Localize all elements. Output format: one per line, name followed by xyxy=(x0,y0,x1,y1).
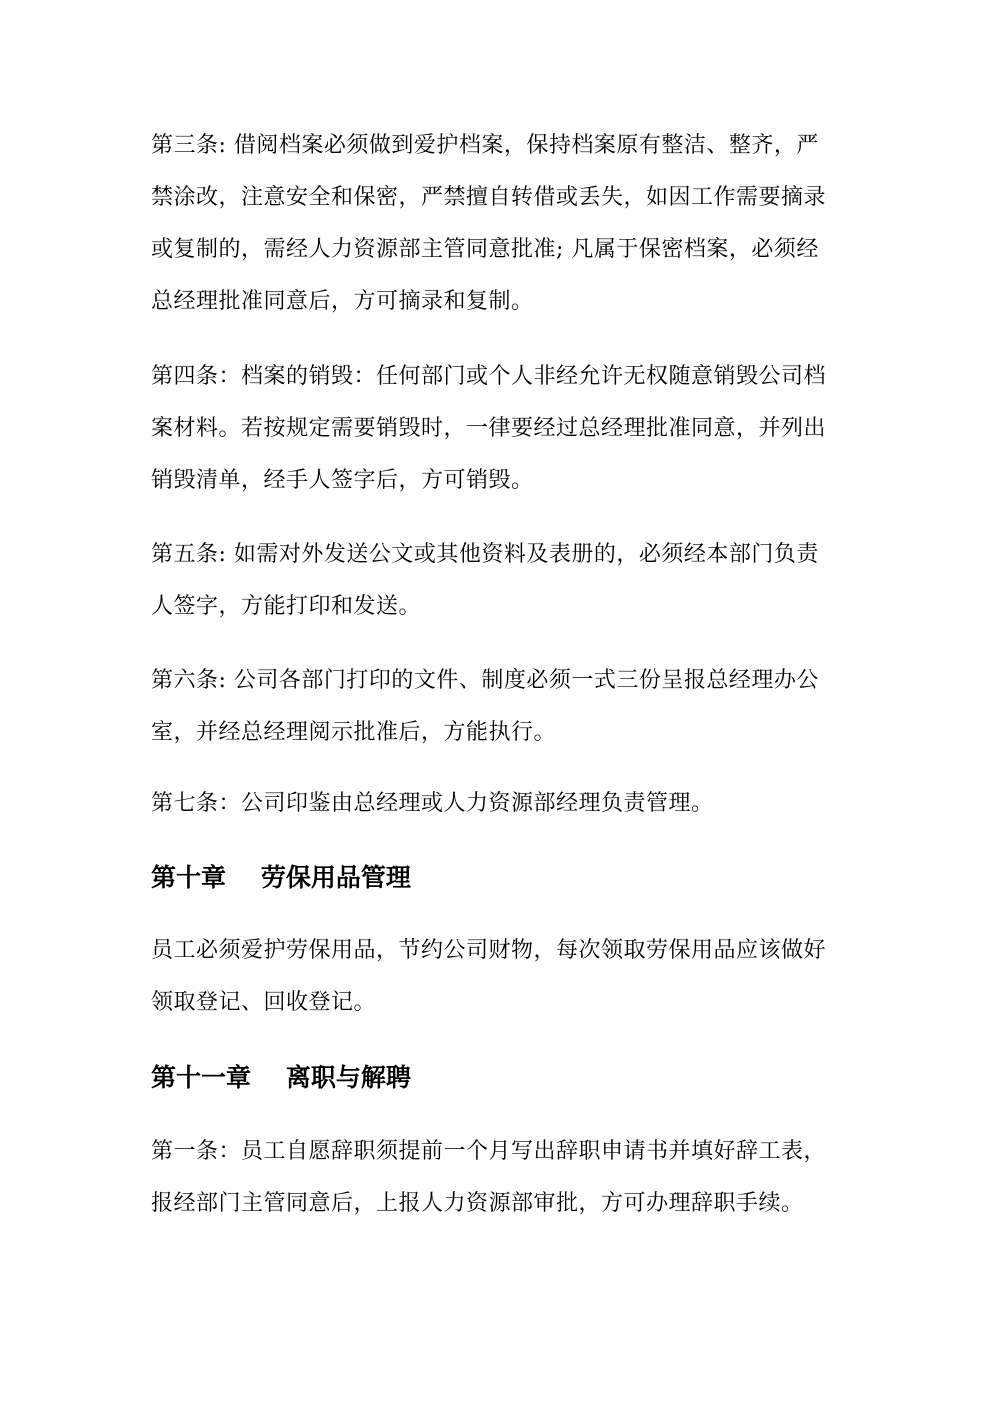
article-7-line-1: 第七条：公司印鉴由总经理或人力资源部经理负责管理。 xyxy=(151,791,714,816)
article-5-line-1: 第五条: 如需对外发送公文或其他资料及表册的，必须经本部门负责 xyxy=(151,542,819,567)
article-3-line-2: 禁涂改，注意安全和保密，严禁擅自转借或丢失，如因工作需要摘录 xyxy=(151,185,827,210)
article-3-line-3: 或复制的，需经人力资源部主管同意批准; 凡属于保密档案，必须经 xyxy=(151,237,819,262)
chapter-10-heading: 第十章 劳保用品管理 xyxy=(151,863,411,892)
article-4-line-1: 第四条：档案的销毁：任何部门或个人非经允许无权随意销毁公司档 xyxy=(151,364,827,389)
article-3-line-1: 第三条: 借阅档案必须做到爱护档案，保持档案原有整洁、整齐，严 xyxy=(151,133,819,158)
article-4-line-2: 案材料。若按规定需要销毁时，一律要经过总经理批准同意，并列出 xyxy=(151,416,827,441)
article-5-line-2: 人签字，方能打印和发送。 xyxy=(151,594,422,619)
article-3-line-4: 总经理批准同意后，方可摘录和复制。 xyxy=(151,289,534,314)
chapter-10-body xyxy=(151,925,851,1029)
article-4 xyxy=(151,351,851,507)
chapter-11-line-2: 报经部门主管同意后，上报人力资源部审批，方可办理辞职手续。 xyxy=(151,1191,804,1216)
article-6-line-2: 室，并经总经理阅示批准后，方能执行。 xyxy=(151,720,557,745)
chapter-11-article-1 xyxy=(151,1126,851,1230)
article-7 xyxy=(151,778,851,830)
article-4-line-3: 销毁清单，经手人签字后，方可销毁。 xyxy=(151,468,534,493)
article-5 xyxy=(151,529,851,633)
article-3 xyxy=(151,120,851,328)
article-6 xyxy=(151,655,851,759)
chapter-10-line-1: 员工必须爱护劳保用品，节约公司财物，每次领取劳保用品应该做好 xyxy=(151,938,827,963)
chapter-10-line-2: 领取登记、回收登记。 xyxy=(151,990,377,1015)
article-6-line-1: 第六条: 公司各部门打印的文件、制度必须一式三份呈报总经理办公 xyxy=(151,668,819,693)
chapter-11-line-1: 第一条：员工自愿辞职须提前一个月写出辞职申请书并填好辞工表， xyxy=(151,1139,827,1164)
chapter-11-heading: 第十一章 离职与解聘 xyxy=(151,1063,411,1092)
